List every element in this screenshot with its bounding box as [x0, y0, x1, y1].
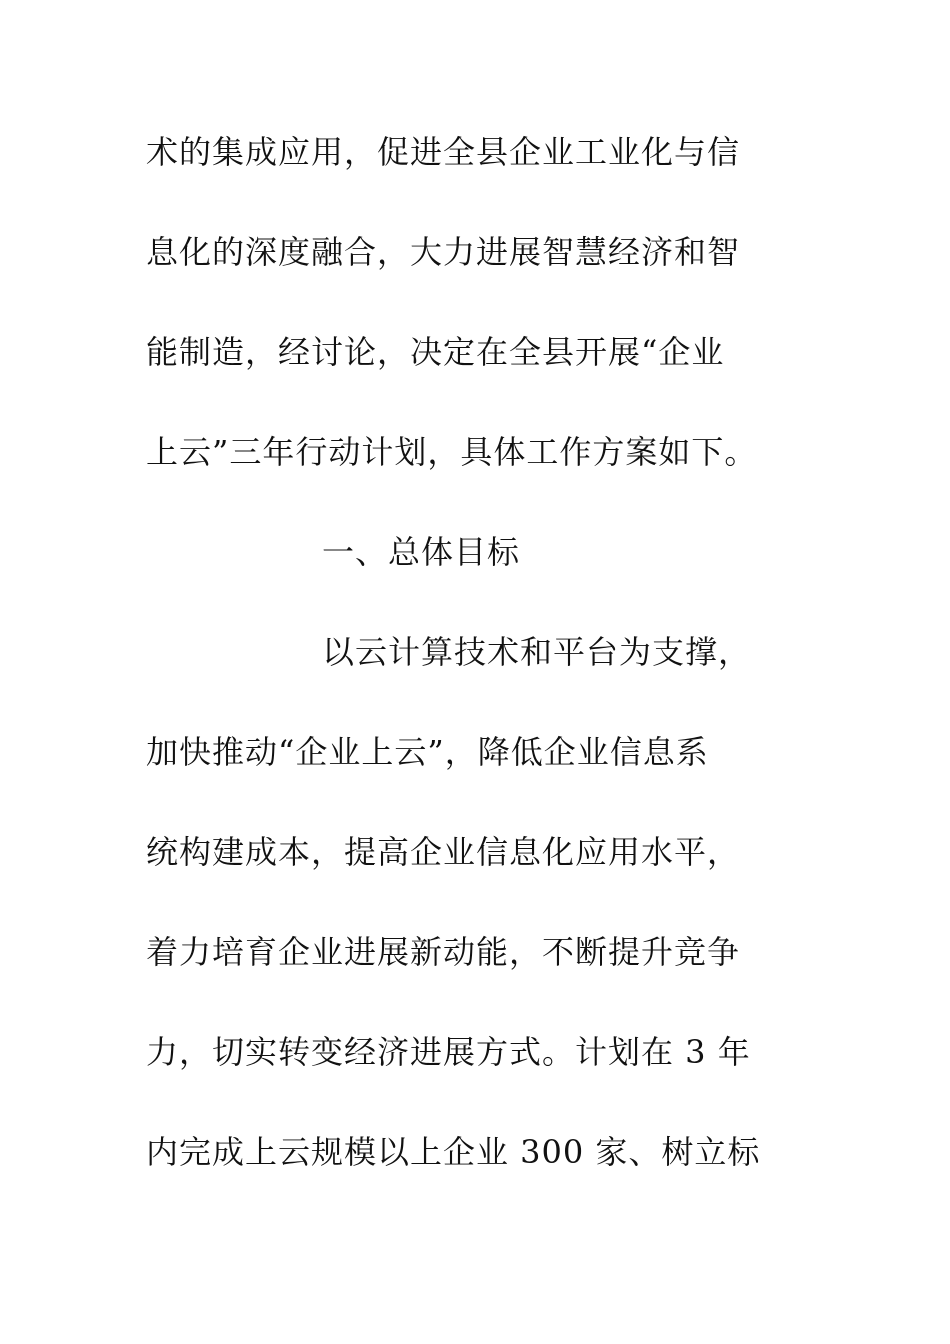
section-heading: 一、总体目标	[322, 533, 521, 571]
paragraph-line: 上云”三年行动计划，具体工作方案如下。	[146, 433, 758, 471]
paragraph-line: 以云计算技术和平台为支撑，	[322, 633, 752, 671]
paragraph-line: 着力培育企业进展新动能，不断提升竞争	[146, 933, 741, 971]
paragraph-line: 息化的深度融合，大力进展智慧经济和智	[146, 233, 741, 271]
paragraph-line: 加快推动“企业上云”，降低企业信息系	[146, 733, 709, 771]
paragraph-line: 术的集成应用，促进全县企业工业化与信	[146, 133, 741, 171]
paragraph-line: 统构建成本，提高企业信息化应用水平，	[146, 833, 741, 871]
paragraph-line: 能制造，经讨论，决定在全县开展“企业	[146, 333, 725, 371]
paragraph-line: 内完成上云规模以上企业 300 家、树立标	[146, 1133, 761, 1171]
paragraph-line: 力，切实转变经济进展方式。计划在 3 年	[146, 1033, 751, 1071]
